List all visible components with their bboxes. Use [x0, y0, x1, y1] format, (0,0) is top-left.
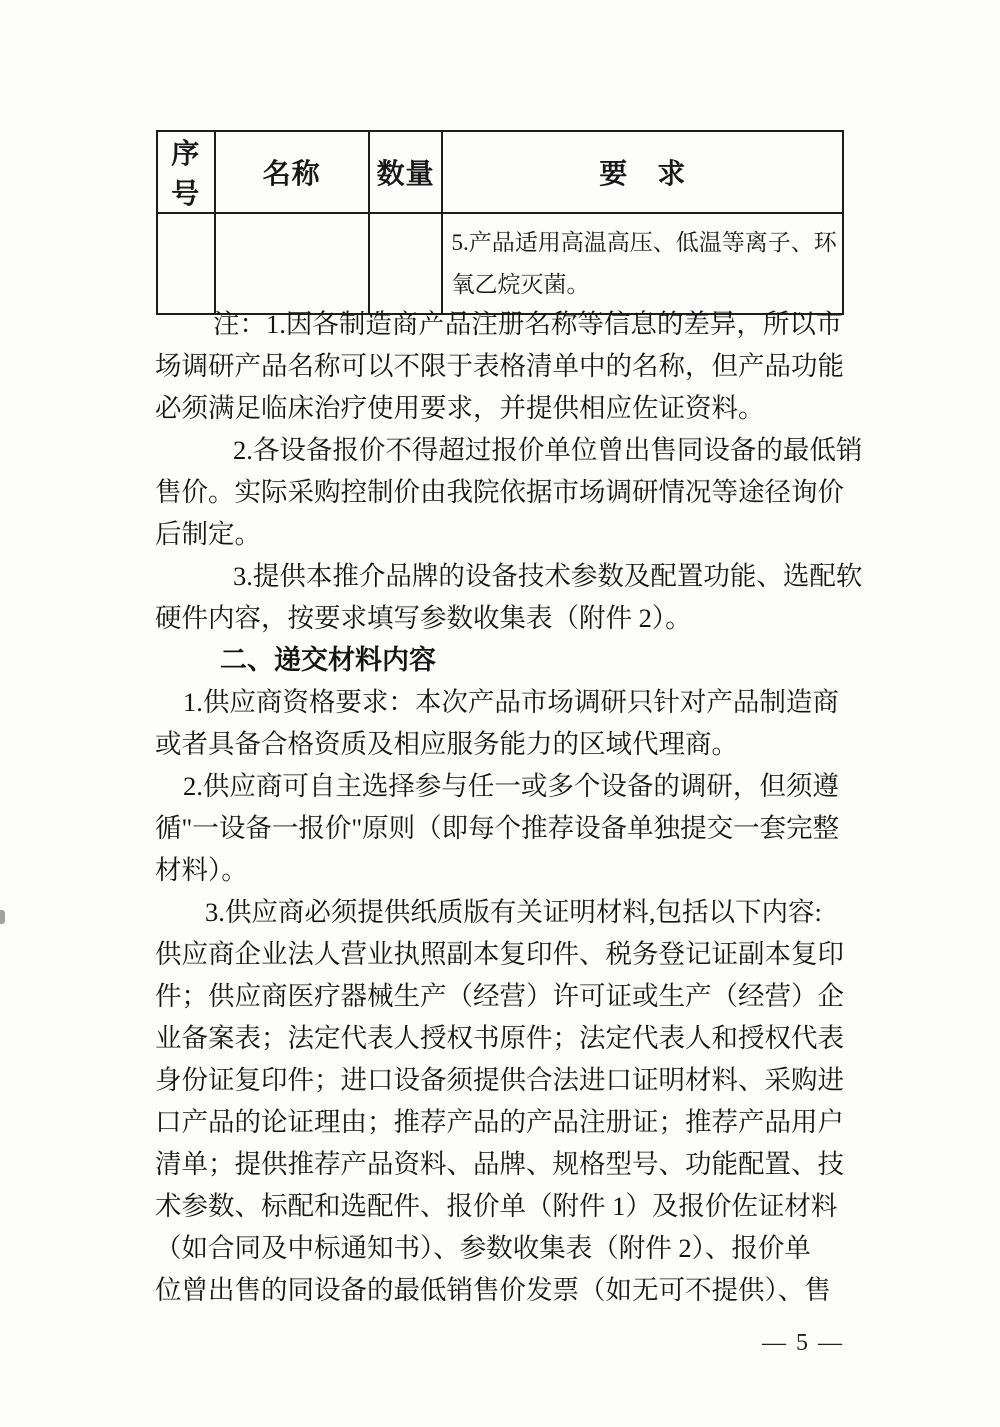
table-header-name: 名称 [215, 131, 369, 213]
table-row [157, 213, 843, 314]
text-line: 硬件内容，按要求填写参数收集表（附件 2）。 [155, 603, 692, 633]
text-line: 二、递交材料内容 [220, 645, 436, 675]
text-line: 件；供应商医疗器械生产（经营）许可证或生产（经营）企 [155, 981, 844, 1011]
table-cell-seq [157, 213, 215, 314]
text-line: 材料）。 [155, 855, 248, 885]
text-line: 供应商企业法人营业执照副本复印件、税务登记证副本复印 [155, 939, 844, 969]
text-line: 售价。实际采购控制价由我院依据市场调研情况等途径询价 [155, 477, 844, 507]
table-header-requirement: 要 求 [442, 131, 843, 213]
text-line: 或者具备合格资质及相应服务能力的区域代理商。 [155, 729, 738, 759]
text-line: 3.供应商必须提供纸质版有关证明材料,包括以下内容: [205, 897, 822, 927]
text-line: 3.提供本推介品牌的设备技术参数及配置功能、选配软 [233, 561, 863, 591]
text-line: 清单；提供推荐产品资料、品牌、规格型号、功能配置、技 [155, 1149, 844, 1179]
text-line: 位曾出售的同设备的最低销售价发票（如无可不提供）、售 [155, 1275, 831, 1305]
requirement-text: 5.产品适用高温高压、低温等离子、环氧乙烷灭菌。 [451, 230, 837, 297]
text-line: （如合同及中标通知书）、参数收集表（附件 2）、报价单 [155, 1233, 811, 1263]
body-text [155, 303, 863, 1311]
text-line: 必须满足临床治疗使用要求，并提供相应佐证资料。 [155, 393, 765, 423]
text-line: 循"一设备一报价"原则（即每个推荐设备单独提交一套完整 [155, 813, 840, 843]
text-line: 场调研产品名称可以不限于表格清单中的名称，但产品功能 [155, 351, 844, 381]
text-line: 1.供应商资格要求：本次产品市场调研只针对产品制造商 [183, 687, 839, 717]
scan-artifact [0, 910, 5, 924]
text-line: 后制定。 [155, 519, 261, 549]
text-line: 2.供应商可自主选择参与任一或多个设备的调研，但须遵 [183, 771, 839, 801]
text-line: 业备案表；法定代表人授权书原件；法定代表人和授权代表 [155, 1023, 844, 1053]
table-header-row [157, 131, 843, 213]
page-number: — 5 — [762, 1330, 844, 1356]
table-header-qty: 数量 [369, 131, 443, 213]
text-line: 口产品的论证理由；推荐产品的产品注册证；推荐产品用户 [155, 1107, 844, 1137]
table-cell-name [215, 213, 369, 314]
table-cell-requirement [442, 213, 843, 314]
table-cell-qty [369, 213, 443, 314]
text-line: 身份证复印件；进口设备须提供合法进口证明材料、采购进 [155, 1065, 844, 1095]
text-line: 2.各设备报价不得超过报价单位曾出售同设备的最低销 [233, 435, 863, 465]
text-line: 术参数、标配和选配件、报价单（附件 1）及报价佐证材料 [155, 1191, 838, 1221]
table-header-seq: 序号 [157, 131, 215, 213]
spec-table [156, 130, 844, 315]
text-line: 注：1.因各制造商产品注册名称等信息的差异，所以市 [213, 309, 843, 339]
